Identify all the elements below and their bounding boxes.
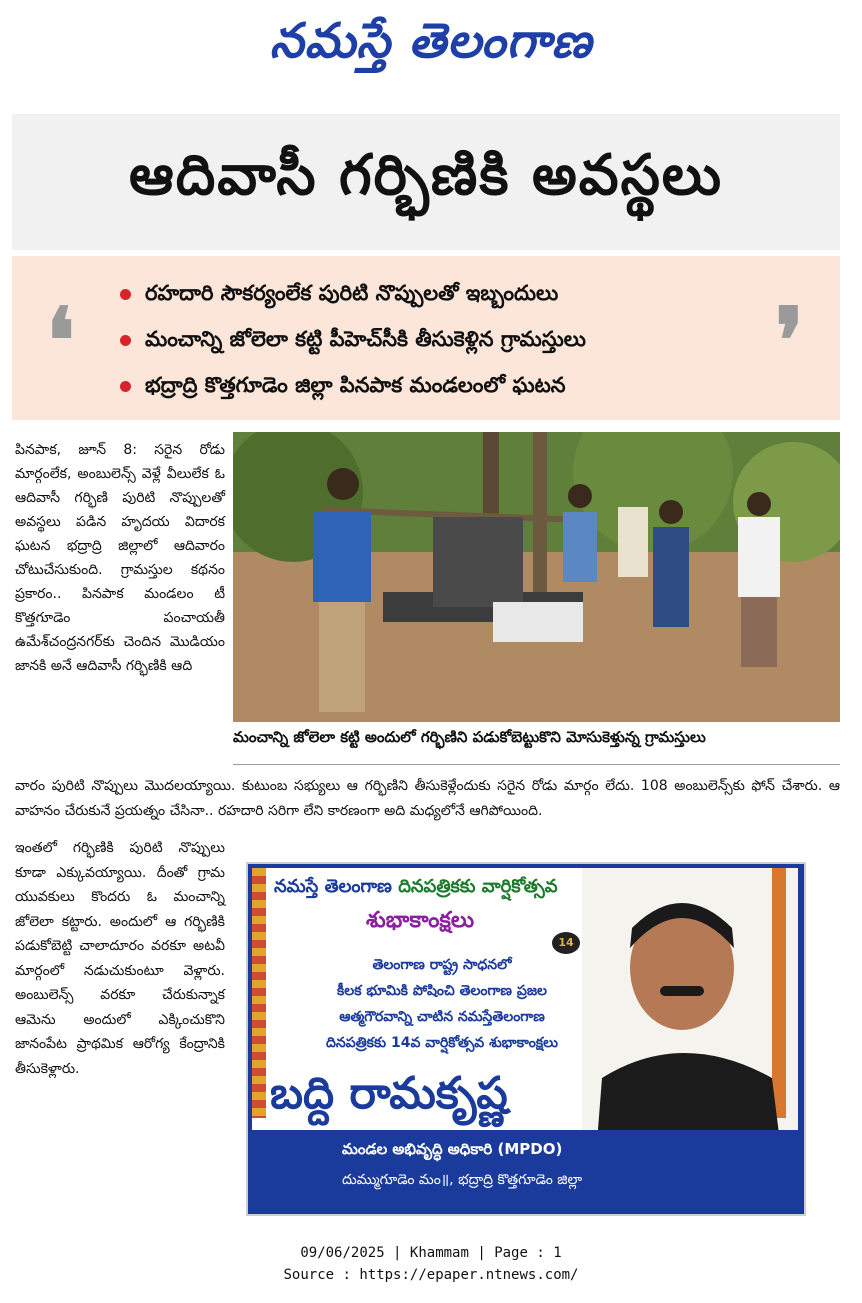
ad-person-role: మండల అభివృద్ధి అధికారి (MPDO): [342, 1140, 563, 1158]
masthead: [0, 6, 862, 76]
bullet-icon: [120, 381, 131, 392]
subhead-box: [12, 256, 840, 420]
article-paragraph-1-continued: వారం పురిటి నొప్పులు మొదలయ్యాయి. కుటుంబ సభ్యులు ఆ గర్భిణిని తీసుకెళ్లేందుకు సరైన రోడు మార్గం లేదు. 108 అంబులెన్స్‌కు ఫోన్ చేశారు. ఆ వాహనం చేరుకునే ప్రయత్నం చేసినా.. రహదారి సరిగా లేని కారణంగా అది మధ్యలోనే ఆగిపోయింది.: [15, 778, 840, 819]
footer-dateline: 09/06/2025 | Khammam | Page : 1: [300, 1245, 562, 1261]
subhead-bullet: భద్రాద్రి కొత్తగూడెం జిల్లా పినపాక మండలంలో ఘటన: [120, 362, 586, 408]
subhead-bullet: రహదారి సౌకర్యంలేక పురిటి నొప్పులతో ఇబ్బందులు: [120, 270, 586, 316]
ad-person-name: బద్ది రామకృష్ణ: [270, 1068, 508, 1119]
ad-message: తెలంగాణ రాష్ట్ర సాధనలో కీలక భూమికి పోషించి తెలంగాణ ప్రజల ఆత్మగౌరవాన్ని చాటిన నమస్తేతెలంగాణ దినపత్రికకు 14వ వార్షికోత్సవ శుభాకాంక్షలు: [326, 957, 558, 1051]
bullet-icon: [120, 335, 131, 346]
open-quote-icon: ❛: [46, 288, 76, 394]
close-quote-icon: ❜: [774, 288, 804, 394]
ad-person-address: దుమ్ముగూడెం మం॥, భద్రాద్రి కొత్తగూడెం జిల్లా: [342, 1172, 583, 1188]
news-photo: [233, 432, 840, 722]
footer-source: Source : https://epaper.ntnews.com/: [283, 1267, 579, 1283]
subhead-bullet: మంచాన్ని జోలెలా కట్టి పీహెచ్‌సీకి తీసుకెళ్లిన గ్రామస్తులు: [120, 316, 586, 362]
anniversary-logo: 14: [552, 932, 580, 954]
decor-strip: [252, 868, 266, 1118]
ad-greeting: శుభాకాంక్షలు: [366, 908, 475, 933]
ad-heading: నమస్తే తెలంగాణ దినపత్రికకు వార్షికోత్సవ: [274, 876, 558, 897]
photo-caption: మంచాన్ని జోలెలా కట్టి అందులో గర్భిణిని పడుకోబెట్టుకొని మోసుకెళ్తున్న గ్రామస్తులు: [233, 728, 706, 746]
page-footer: [0, 1242, 862, 1286]
greeting-advertisement: [246, 862, 806, 1216]
article-headline: ఆదివాసీ గర్భిణికి అవస్థలు: [129, 142, 723, 208]
ad-panel: [252, 868, 798, 1206]
bullet-icon: [120, 289, 131, 300]
article-paragraph-1: పినపాక, జూన్ 8: సరైన రోడు మార్గంలేక, అంబులెన్స్ వెళ్లే వీలులేక ఓ ఆదివాసీ గర్భిణి పురిటి నొప్పులతో అవస్థలు పడిన హృదయ విదారక ఘటన భద్రాద్రి జిల్లాలో ఆదివారం చోటుచేసుకుంది. గ్రామస్తుల కథనం ప్రకారం.. పినపాక మండలం టీ కొత్తగూడెం పంచాయతీ ఉమేశ్‌చంద్రనగర్‌కు చెందిన మొడియం జానకి అనే ఆదివాసీ గర్భిణికి ఆది: [15, 442, 225, 674]
newspaper-logo: నమస్తే తెలంగాణ: [269, 13, 593, 69]
divider: [233, 764, 840, 765]
article-paragraph-2: ఇంతలో గర్భిణికి పురిటి నొప్పులు కూడా ఎక్కువయ్యాయి. దీంతో గ్రామ యువకులు కొందరు ఓ మంచాన్ని జోలెలా కట్టారు. అందులో ఆ గర్భిణికి పడుకోబెట్టి చాలాదూరం వరకూ అటవీ మార్గంలో నడుచుకుంటూ వెళ్లారు. అంబులెన్స్ వరకూ చేరుకున్నాక ఆమెను అందులో ఎక్కించుకొని జానంపేట ప్రాథమిక ఆరోగ్య కేంద్రానికి తీసుకెళ్లారు.: [15, 840, 225, 1077]
headline-box: [12, 114, 840, 250]
subhead-bullets: [120, 270, 586, 408]
